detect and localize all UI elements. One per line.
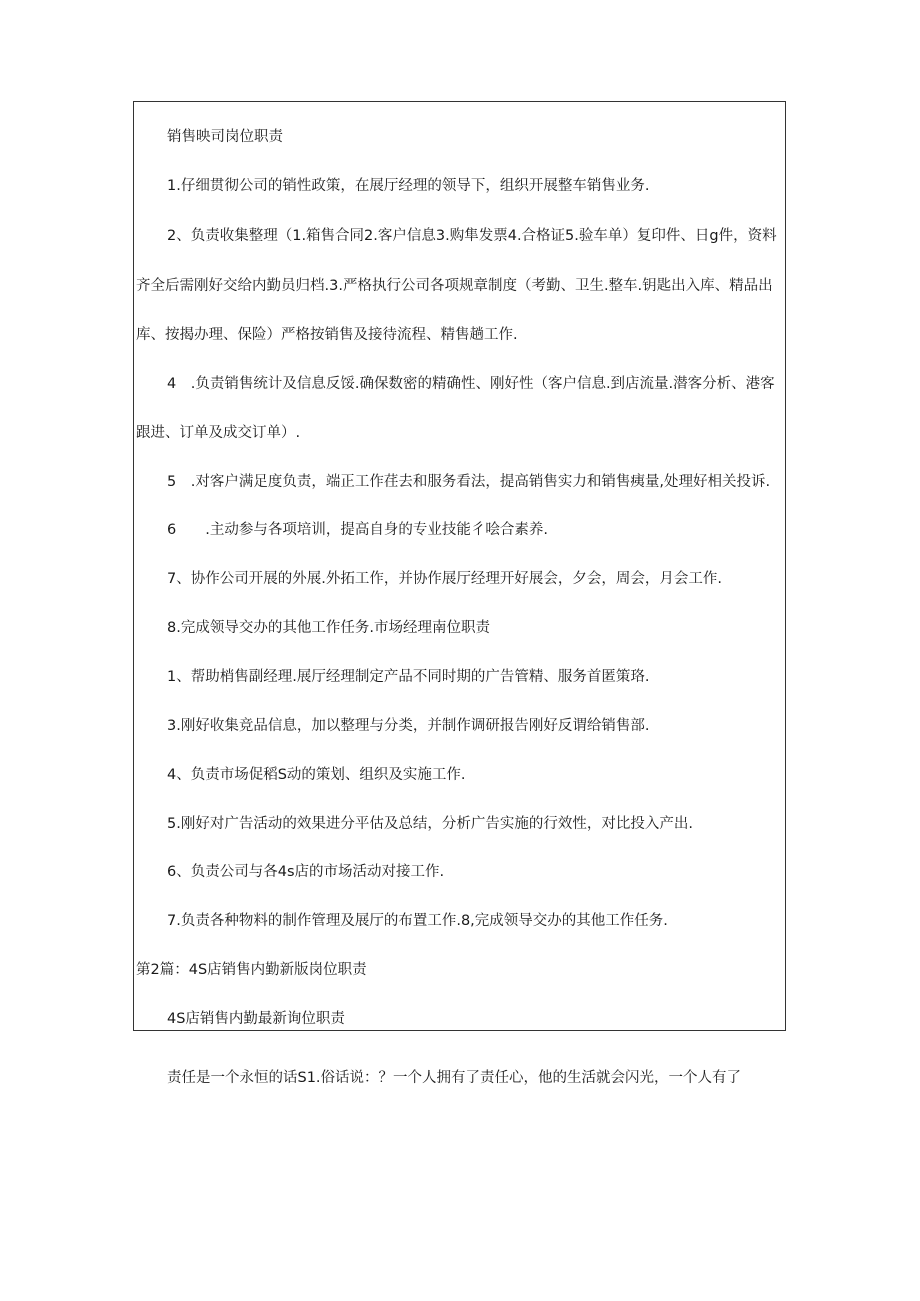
market-duty-3: 3.刚好收集竞品信息，加以整理与分类，并制作调研报告刚好反谓给销售部.: [167, 718, 650, 734]
paragraph-4-line-2: 跟进、订单及成交订单）.: [136, 425, 301, 441]
paragraph-2-line-3: 库、按揭办理、保险）严格按销售及接待流程、精售趟工作.: [136, 327, 518, 343]
market-duty-4: 4、负责市场促稻S动的策划、组织及实施工作.: [167, 767, 466, 783]
paragraph-6: 6 .主动参与各项培训，提高自身的专业技能彳哙合素养.: [167, 522, 548, 538]
paragraph-5: 5 .对客户满足度负责，端正工作荏去和服务看法，提高销售实力和销售痍量,处理好相关投诉.: [167, 474, 771, 490]
market-duty-6: 6、负责公司与各4s店的市场活动对接工作.: [167, 864, 445, 880]
page-title: 销售映司岗位职责: [167, 129, 283, 145]
market-duty-1: 1、帮助梢售副经理.展厅经理制定产品不同时期的广告管精、服务首匿策珞.: [167, 669, 650, 685]
paragraph-2-line-2: 齐全后需刚好交给内勤员归档.3.严格执行公司各项规章制度（考勤、卫生.整车.钥匙出入库、精品出: [136, 278, 773, 294]
section-2-heading: 第2篇：4S店销售内勤新版岗位职责: [136, 962, 367, 978]
paragraph-2-line-1: 2、负责收集整理（1.箱售合同2.客户信息3.购隼发票4.合格证5.验车单）复印件、日g件，资料: [167, 228, 777, 244]
market-duty-5: 5.刚好对广告活动的效果进分平估及总结，分析广告实施的行效性，对比投入产出.: [167, 816, 693, 832]
market-duty-7: 7.负责各种物料的制作管理及展厅的布置工作.8,完成领导交办的其他工作任务.: [167, 913, 668, 929]
outside-paragraph: 责任是一个永恒的话S1.俗话说：？一个人拥有了责任心，他的生活就会闪光，一个人有了: [167, 1070, 742, 1086]
paragraph-4-line-1: 4 .负责销售统计及信息反馁.确保数密的精确性、刚好性（客户信息.到店流量.潜客分析、港客: [167, 376, 775, 392]
paragraph-8: 8.完成领导交办的其他工作任务.市场经理南位职责: [167, 620, 490, 636]
paragraph-7: 7、协作公司开展的外展.外拓工作，并协作展厅经理开好展会，夕会，周会，月会工作.: [167, 571, 722, 587]
paragraph-1: 1.仔细贯彻公司的销性政策，在展厅经理的领导下，组织开展整车销售业务.: [167, 178, 650, 194]
section-2-title: 4S店销售内勤最新询位职责: [167, 1011, 345, 1027]
